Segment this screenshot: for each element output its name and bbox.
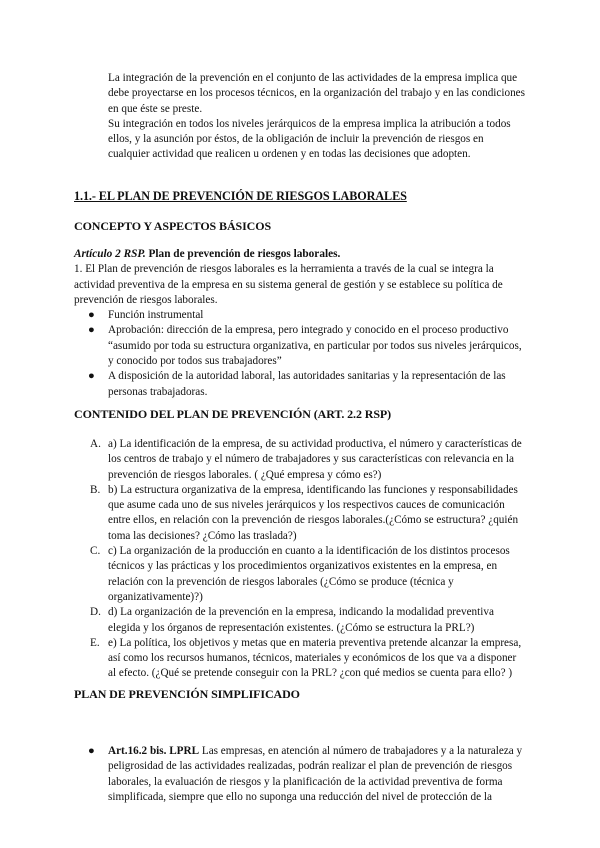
bullet-item — [74, 323, 524, 369]
contenido-text: d) La organización de la prevención en la empresa, indicando la modalidad preventiva elegida y los órganos de representación existentes. (¿Cómo se estructura la PRL?) — [108, 606, 494, 634]
contenido-item — [74, 636, 526, 682]
contenido-text: b) La estructura organizativa de la empresa, identificando las funciones y responsabilidades que asume cada uno de sus niveles jerárquicos y los respectivos cauces de comunicación entre ellos, en relación con la prevención de riesgos laborales.(¿Cómo se estructura? ¿quién toma las decisiones? ¿Cómo las traslada?) — [108, 483, 519, 542]
simplificado-text: Las empresas, en atención al número de trabajadores y a la naturaleza y peligrosidad de las actividades realizadas, podrán realizar el plan de prevención de riesgos laborales, la evaluación de riesgos y la planificación de la actividad preventiva de forma simplificada, siempre que ello no suponga una reducción del nivel de protección de la — [108, 745, 523, 803]
intro-block — [108, 71, 528, 163]
intro-paragraph-1: La integración de la prevención en el conjunto de las actividades de la empresa implica que debe proyectarse en los procesos técnicos, en la organización del trabajo y en las condiciones en que éste se preste. — [108, 72, 525, 115]
articulo-text: 1. El Plan de prevención de riesgos laborales es la herramienta a través de la cual se integra la actividad preventiva de la empresa en su sistema general de gestión y se establece su política de prevención de riesgos laborales. — [74, 263, 503, 306]
contenido-item — [74, 544, 526, 605]
simplificado-bullets — [74, 744, 526, 805]
bullet-icon: ● — [88, 370, 95, 383]
bullet-text: A disposición de la autoridad laboral, las autoridades sanitarias y la representación de las personas trabajadoras. — [108, 370, 506, 398]
contenido-heading: CONTENIDO DEL PLAN DE PREVENCIÓN (ART. 2.2 RSP) — [74, 407, 392, 421]
articulo-title-text: Plan de prevención de riesgos laborales. — [145, 248, 341, 260]
bullet-icon: ● — [88, 745, 95, 757]
contenido-list — [74, 437, 526, 682]
contenido-text: c) La organización de la producción en cuanto a la identificación de los distintos procesos técnicos y las prácticas y los procedimientos organizativos existentes en la empresa, en relación con la prevención de riesgos laborales (¿Cómo se produce (técnica y organizativamente)?) — [108, 545, 510, 603]
concepto-heading: CONCEPTO Y ASPECTOS BÁSICOS — [74, 219, 272, 233]
bullet-icon: ● — [88, 324, 95, 337]
contenido-item — [74, 437, 526, 483]
list-marker: E. — [90, 636, 100, 649]
articulo-title-ref: Artículo 2 RSP. — [74, 248, 146, 260]
list-marker: D. — [90, 606, 101, 619]
bullet-text: Función instrumental — [108, 309, 204, 322]
contenido-list-block — [74, 437, 526, 682]
contenido-item — [74, 605, 526, 636]
articulo-title — [74, 247, 524, 262]
simplificado-block — [74, 744, 526, 805]
list-marker: C. — [90, 545, 101, 558]
bullet-item — [74, 369, 524, 400]
bullet-text: Aprobación: dirección de la empresa, pero integrado y conocido en el proceso productivo “asumido por toda su estructura organizativa, en particular por todos sus niveles jerárquicos, y conocido por todos sus trabajadores” — [108, 324, 522, 368]
contenido-text: e) La política, los objetivos y metas que en materia preventiva pretende alcanzar la empresa, así como los recursos humanos, técnicos, materiales y económicos de los que va a disponer al efecto. (¿Qué se pretende conseguir con la PRL? ¿con qué medios se cuenta para ello? ) — [108, 636, 522, 680]
simplificado-heading: PLAN DE PREVENCIÓN SIMPLIFICADO — [74, 687, 300, 701]
section-title: 1.1.- EL PLAN DE PREVENCIÓN DE RIESGOS LABORALES — [74, 189, 407, 203]
contenido-item — [74, 483, 526, 544]
list-marker: B. — [90, 483, 101, 496]
bullet-item — [74, 744, 526, 805]
articulo-block — [74, 247, 524, 400]
list-marker: A. — [90, 438, 101, 450]
intro-paragraph-2: Su integración en todos los niveles jerárquicos de la empresa implica la atribución a todos ellos, y la asunción por éstos, de la obligación de incluir la prevención de riesgos en cualquier actividad que realicen u ordenen y en todas las decisiones que adopten. — [108, 117, 511, 161]
articulo-bullets — [74, 308, 524, 400]
contenido-text: a) La identificación de la empresa, de su actividad productiva, el número y características de los centros de trabajo y el número de trabajadores y sus características con relevancia en la prevención de riesgos laborales. ( ¿Qué empresa y cómo es?) — [108, 438, 522, 481]
bullet-item — [74, 308, 524, 323]
bullet-icon: ● — [88, 309, 95, 322]
simplificado-ref: Art.16.2 bis. LPRL — [108, 745, 200, 757]
